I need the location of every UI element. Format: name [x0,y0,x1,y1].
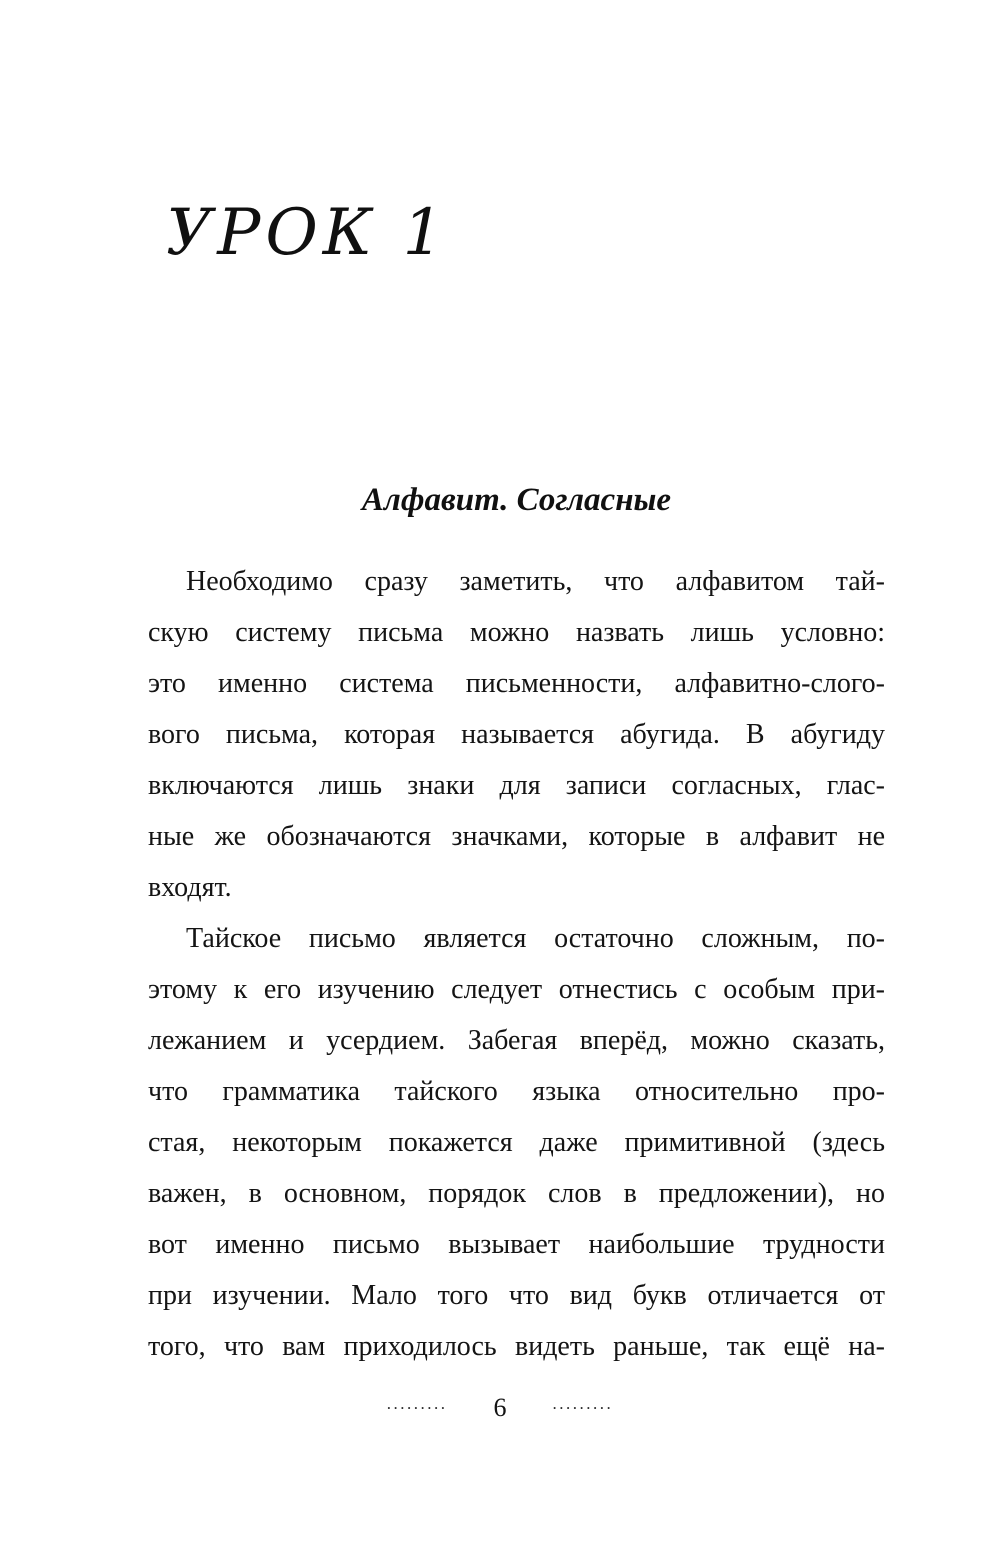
paragraph-line: включаются лишь знаки для записи согласных, глас- [148,770,885,801]
section-heading: Алфавит. Согласные [361,482,672,518]
lesson-title: УРОК 1 [166,196,449,270]
page-number: 6 [493,1393,507,1422]
paragraph-line: лежанием и усердием. Забегая вперёд, можно сказать, [148,1025,885,1056]
paragraph-line: вот именно письмо вызывает наибольшие трудности [148,1229,885,1260]
footer-dots-left: ......... [386,1394,448,1413]
body-text [148,556,885,1372]
paragraph-line: Тайское письмо является остаточно сложным, по- [186,923,885,954]
paragraph-line: что грамматика тайского языка относительно про- [148,1076,885,1107]
paragraph-line: входят. [148,872,232,903]
page-footer [0,1393,1000,1423]
paragraph-line: это именно система письменности, алфавитно-слого- [148,668,885,699]
paragraph-line: того, что вам приходилось видеть раньше, так ещё на- [148,1331,885,1362]
paragraph-line: вого письма, которая называется абугида. В абугиду [148,719,885,750]
paragraph-line: стая, некоторым покажется даже примитивной (здесь [148,1127,885,1158]
paragraph-line: Необходимо сразу заметить, что алфавитом тай- [186,566,885,597]
footer-dots-right: ......... [552,1394,614,1413]
paragraph-line: важен, в основном, порядок слов в предложении), но [148,1178,885,1209]
paragraph-line: при изучении. Мало того что вид букв отличается от [148,1280,885,1311]
paragraph-line: скую систему письма можно назвать лишь условно: [148,617,885,648]
paragraph-line: этому к его изучению следует отнестись с особым при- [148,974,885,1005]
paragraph-line: ные же обозначаются значками, которые в алфавит не [148,821,885,852]
